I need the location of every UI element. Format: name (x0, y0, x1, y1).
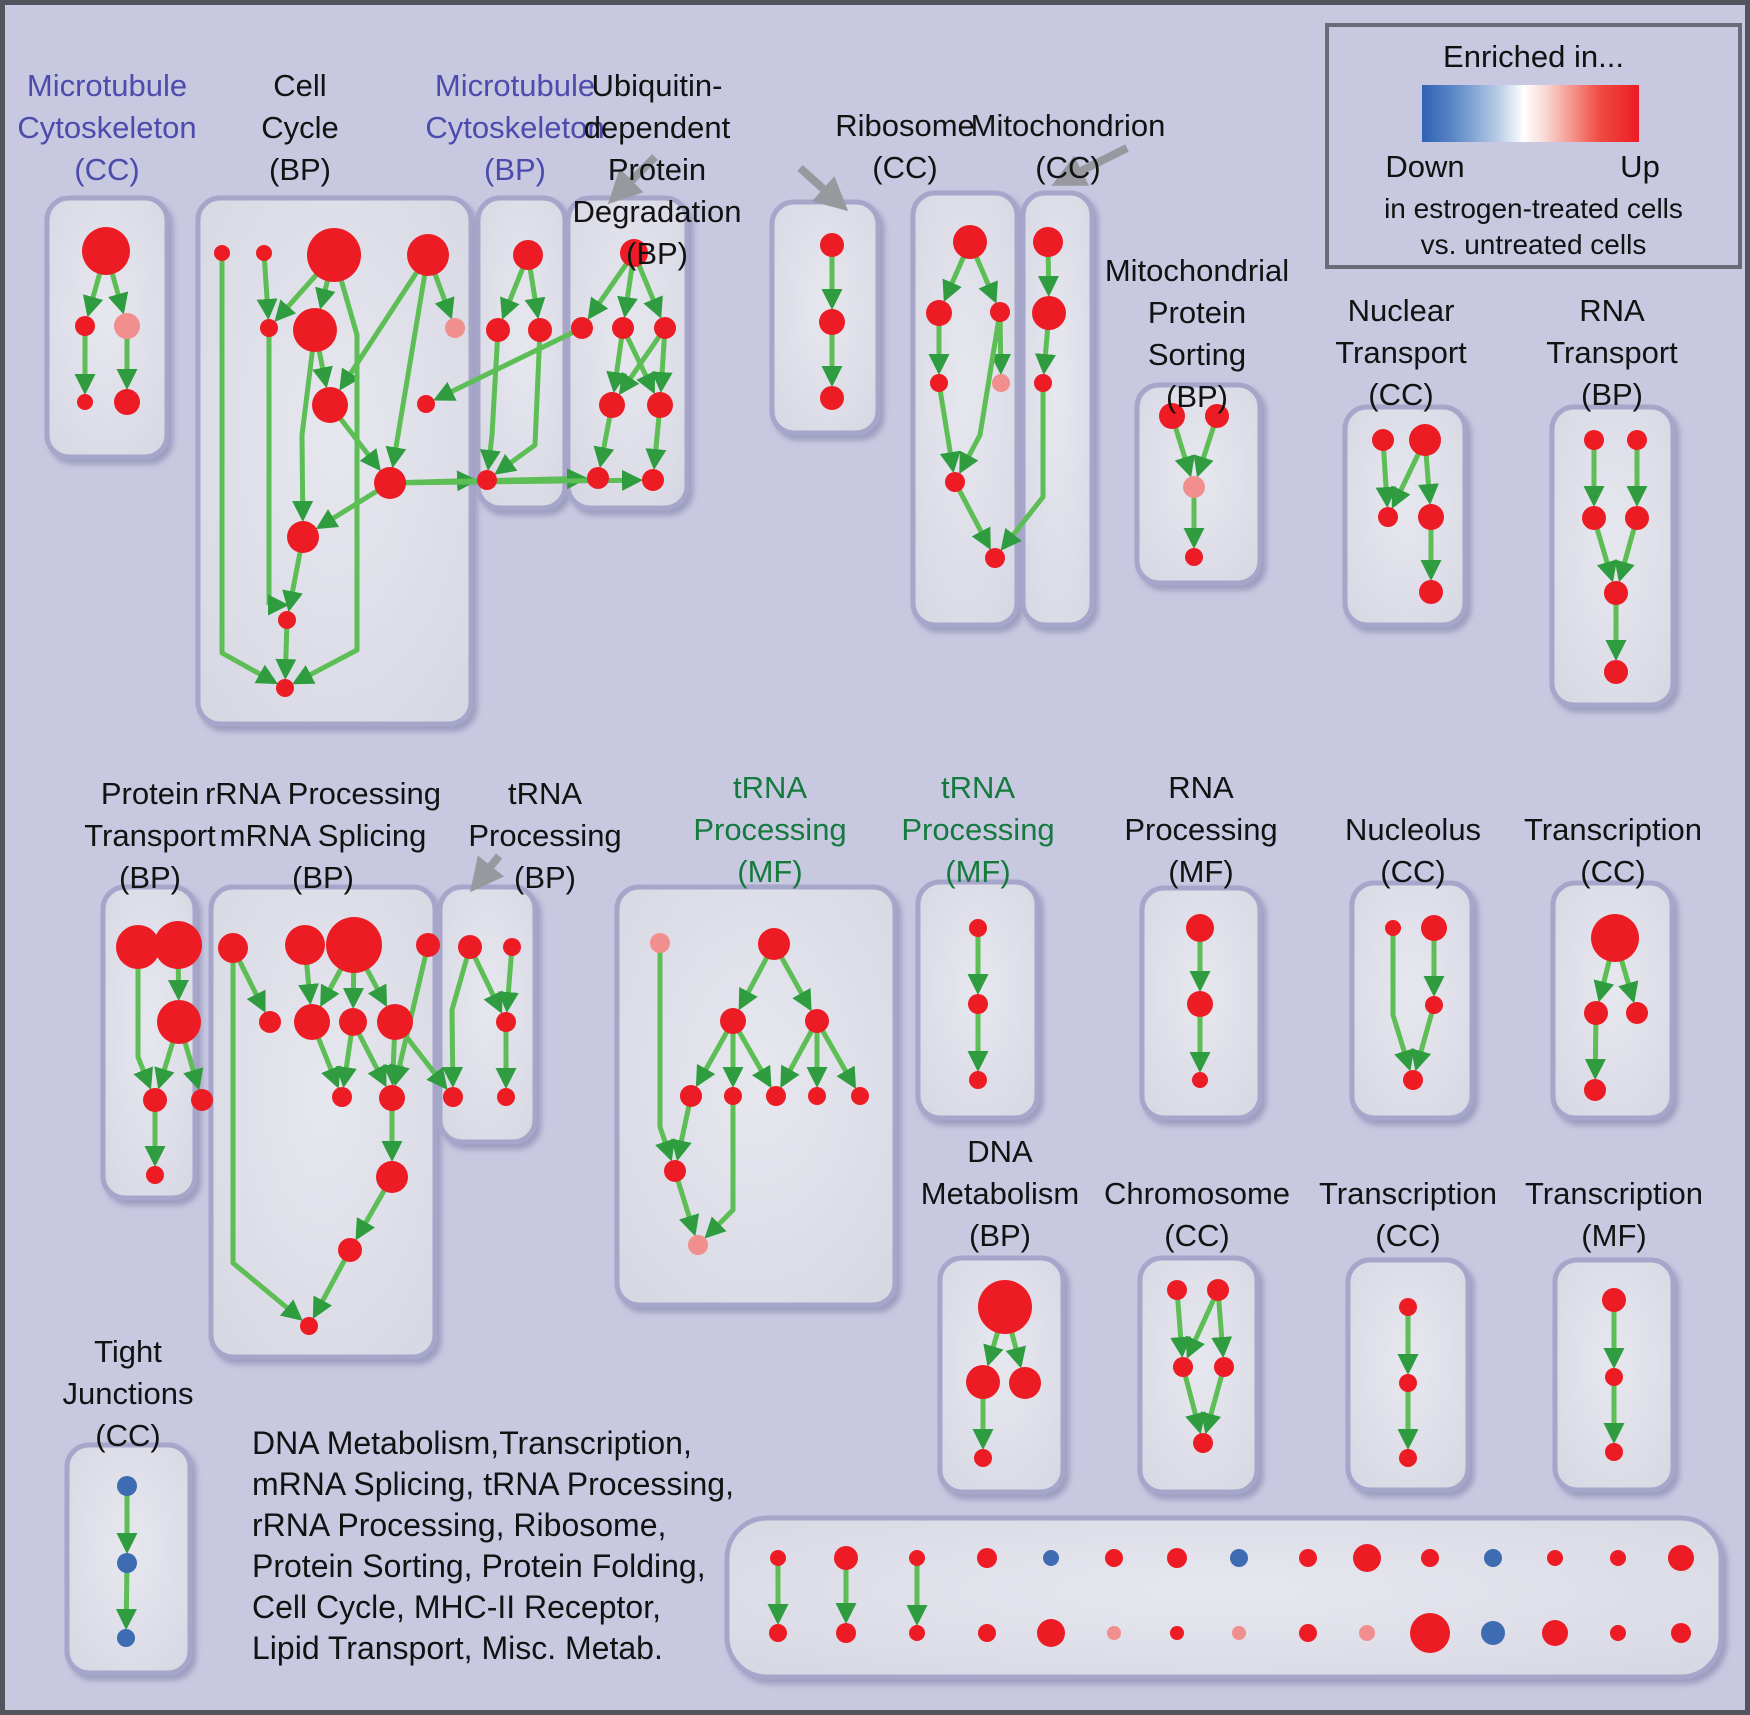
cluster-label-line: Mitochondrion (970, 108, 1166, 143)
strip-node-top-1 (834, 1546, 858, 1570)
cluster-label-line: Ribosome (835, 108, 975, 143)
go-term-node-transcription-mf-bot-0 (1602, 1288, 1626, 1312)
go-term-node-rna-transport-4 (1604, 581, 1628, 605)
cluster-label-line: DNA (967, 1134, 1033, 1169)
blue-red-gradient-bar (1422, 85, 1639, 142)
cluster-box-chromosome (1140, 1258, 1257, 1492)
cluster-label-line: Cytoskeleton (17, 110, 197, 145)
go-term-node-tight-junctions-1 (117, 1553, 137, 1573)
cluster-label-line: tRNA (940, 770, 1016, 805)
go-term-node-protein-transport-1 (154, 921, 202, 969)
cluster-label-rna-transport (1546, 290, 1678, 416)
strip-node-bottom-4 (1037, 1619, 1065, 1647)
go-term-node-rna-transport-5 (1604, 660, 1628, 684)
cluster-label-transcription-cc-bot (1319, 1173, 1497, 1257)
go-term-node-protein-transport-5 (146, 1166, 164, 1184)
strip-node-top-12 (1547, 1550, 1563, 1566)
go-term-node-rrna-mrna-11 (338, 1238, 362, 1262)
go-term-node-ribosome-cc-3 (930, 374, 948, 392)
cluster-label-line: (BP) (1166, 379, 1228, 414)
go-term-node-rrna-mrna-6 (339, 1008, 367, 1036)
cluster-label-line: Processing (1124, 812, 1278, 847)
go-term-node-rrna-mrna-1 (285, 925, 325, 965)
go-term-node-trna-mf-large-9 (664, 1160, 686, 1182)
go-term-node-transcription-mf-bot-2 (1605, 1443, 1623, 1461)
legend-down-label: Down (1385, 149, 1465, 184)
cluster-label-line: (BP) (292, 860, 354, 895)
cluster-label-mito-sorting (1105, 250, 1289, 418)
go-term-node-trna-mf-large-5 (724, 1087, 742, 1105)
go-term-node-cell-cycle-0 (214, 245, 230, 261)
cluster-label-line: Degradation (572, 194, 742, 229)
go-term-node-trna-mf-small-1 (968, 994, 988, 1014)
cluster-label-line: Nucleolus (1344, 812, 1482, 847)
cluster-label-line: Mitochondrial (1104, 253, 1290, 288)
cluster-label-line: Transport (1335, 335, 1467, 370)
cluster-label-line: (MF) (1168, 854, 1234, 889)
cluster-label-line: dependent (583, 110, 731, 145)
go-term-node-rrna-mrna-8 (332, 1087, 352, 1107)
go-term-node-microtubule-cc-2 (114, 313, 140, 339)
cluster-label-cell-cycle (261, 65, 339, 191)
go-term-node-trna-bp-2 (496, 1012, 516, 1032)
strip-node-top-6 (1167, 1548, 1187, 1568)
go-term-node-trna-mf-large-0 (650, 933, 670, 953)
go-term-node-transcription-cc-top-3 (1584, 1079, 1606, 1101)
cluster-label-line: (BP) (969, 1218, 1031, 1253)
go-term-node-rna-transport-1 (1627, 430, 1647, 450)
cluster-label-line: (CC) (1164, 1218, 1230, 1253)
go-term-node-nuclear-transport-4 (1419, 580, 1443, 604)
cluster-label-protein-transport (84, 773, 216, 899)
go-term-node-trna-bp-3 (443, 1087, 463, 1107)
go-term-node-cell-cycle-11 (278, 611, 296, 629)
cluster-label-line: RNA (1168, 770, 1234, 805)
cluster-label-line: tRNA (732, 770, 808, 805)
cluster-label-rrna-mrna (205, 773, 441, 899)
go-term-node-cell-cycle-4 (260, 319, 278, 337)
go-term-node-trna-mf-large-8 (851, 1087, 869, 1105)
strip-node-bottom-13 (1610, 1625, 1626, 1641)
go-term-node-cell-cycle-10 (287, 521, 319, 553)
go-term-node-rrna-mrna-10 (376, 1161, 408, 1193)
go-term-node-transcription-cc-top-1 (1584, 1001, 1608, 1025)
go-term-node-cell-cycle-7 (312, 387, 348, 423)
cluster-label-dna-metabolism (921, 1131, 1080, 1257)
strip-node-bottom-7 (1232, 1626, 1246, 1640)
go-term-node-rrna-mrna-5 (294, 1004, 330, 1040)
strip-node-top-10 (1421, 1549, 1439, 1567)
label-pointer-arrow (800, 168, 824, 190)
go-term-node-trna-mf-large-4 (680, 1085, 702, 1107)
cluster-label-line: Protein (607, 152, 707, 187)
cluster-label-line: (BP) (484, 152, 546, 187)
go-term-node-cell-cycle-9 (374, 467, 406, 499)
strip-node-bottom-6 (1170, 1626, 1184, 1640)
cluster-label-trna-bp (468, 773, 621, 899)
cluster-label-line: RNA (1579, 293, 1645, 328)
strip-node-bottom-14 (1671, 1623, 1691, 1643)
go-term-node-ubiquitin-1-7 (642, 469, 664, 491)
cluster-box-nuclear-transport (1345, 407, 1465, 625)
strip-node-top-2 (909, 1550, 925, 1566)
go-term-node-rrna-mrna-3 (416, 933, 440, 957)
go-term-node-microtubule-cc-4 (114, 389, 140, 415)
cluster-label-line: Processing (693, 812, 847, 847)
go-term-node-trna-mf-large-7 (808, 1087, 826, 1105)
footnote-line: DNA Metabolism,Transcription, (252, 1425, 692, 1461)
go-term-node-trna-bp-0 (458, 935, 482, 959)
go-term-node-microtubule-cc-1 (75, 316, 95, 336)
go-term-node-ubiquitin-1-2 (612, 317, 634, 339)
go-term-node-nuclear-transport-2 (1378, 507, 1398, 527)
cluster-label-rna-proc-mf (1124, 767, 1277, 893)
go-term-node-rrna-mrna-9 (379, 1085, 405, 1111)
go-term-node-chromosome-2 (1173, 1357, 1193, 1377)
go-term-node-microtubule-cc-0 (82, 227, 130, 275)
strip-node-bottom-2 (909, 1625, 925, 1641)
legend-title: Enriched in... (1443, 39, 1624, 74)
go-term-node-rna-proc-mf-2 (1192, 1072, 1208, 1088)
footnote-line: Cell Cycle, MHC-II Receptor, (252, 1589, 661, 1625)
cluster-label-line: rRNA Processing (204, 776, 442, 811)
go-term-node-mito-sorting-2 (1183, 476, 1205, 498)
cluster-label-line: (CC) (1035, 150, 1101, 185)
cluster-label-microtubule-cc (17, 65, 196, 191)
strip-node-top-7 (1230, 1549, 1248, 1567)
go-term-node-chromosome-1 (1207, 1279, 1229, 1301)
go-term-node-nuclear-transport-1 (1409, 424, 1441, 456)
go-term-node-mitochondrion-cc-0 (1033, 227, 1063, 257)
strip-node-top-5 (1105, 1549, 1123, 1567)
cluster-label-line: Transport (1546, 335, 1678, 370)
footnote-line: rRNA Processing, Ribosome, (252, 1507, 667, 1543)
cluster-label-ubiquitin (573, 65, 742, 275)
cluster-label-line: Transcription (1318, 1176, 1498, 1211)
cluster-label-line: Transcription (1523, 812, 1703, 847)
go-term-node-trna-mf-large-3 (805, 1009, 829, 1033)
cluster-label-line: Processing (468, 818, 622, 853)
bottom-strip-box (727, 1518, 1721, 1677)
cluster-box-mitochondrion-cc (1023, 193, 1092, 625)
go-term-node-cell-cycle-1 (256, 245, 272, 261)
go-term-node-nucleolus-3 (1403, 1070, 1423, 1090)
legend-subtitle-2: vs. untreated cells (1420, 229, 1647, 260)
cluster-label-line: (CC) (1368, 377, 1434, 412)
go-term-node-ribosome-cc-6 (985, 548, 1005, 568)
cluster-label-line: (BP) (118, 860, 181, 895)
cluster-label-line: (BP) (268, 152, 331, 187)
go-term-node-ubiquitin-1-4 (599, 392, 625, 418)
strip-node-top-11 (1484, 1549, 1502, 1567)
cluster-label-line: Nuclear (1347, 293, 1455, 328)
go-term-node-cell-cycle-8 (417, 395, 435, 413)
cluster-label-line: Processing (901, 812, 1055, 847)
go-term-node-transcription-cc-bot-2 (1399, 1449, 1417, 1467)
cluster-label-line: (CC) (1580, 854, 1646, 889)
go-term-node-protein-transport-3 (143, 1088, 167, 1112)
go-term-node-rna-transport-2 (1582, 506, 1606, 530)
go-term-node-rna-transport-0 (1584, 430, 1604, 450)
cluster-label-line: (BP) (1580, 377, 1643, 412)
cluster-label-line: (CC) (95, 1418, 161, 1453)
cluster-box-rna-transport (1552, 407, 1673, 705)
go-term-node-ribosome-cc-2 (990, 302, 1010, 322)
cluster-label-line: (CC) (74, 152, 140, 187)
strip-node-bottom-9 (1359, 1625, 1375, 1641)
strip-node-top-8 (1299, 1549, 1317, 1567)
cluster-label-line: Microtubule (26, 68, 188, 103)
legend-up-label: Up (1620, 149, 1660, 184)
strip-node-bottom-5 (1107, 1626, 1121, 1640)
strip-node-bottom-0 (769, 1624, 787, 1642)
go-term-node-trna-bp-4 (497, 1088, 515, 1106)
strip-node-bottom-11 (1481, 1621, 1505, 1645)
go-term-node-dna-metabolism-3 (974, 1449, 992, 1467)
footnote-text-block (252, 1423, 734, 1669)
color-scale-legend (1325, 23, 1742, 269)
go-term-node-rna-proc-mf-1 (1187, 991, 1213, 1017)
cluster-label-line: (BP) (626, 236, 688, 271)
go-term-node-transcription-cc-bot-0 (1399, 1298, 1417, 1316)
go-term-node-rrna-mrna-0 (218, 933, 248, 963)
go-term-node-ribosome-cc-1 (926, 300, 952, 326)
cluster-label-line: mRNA Splicing (219, 818, 427, 853)
cluster-label-nuclear-transport (1335, 290, 1467, 416)
cluster-label-trna-mf-1 (693, 767, 846, 893)
go-term-node-tight-junctions-0 (117, 1476, 137, 1496)
go-term-node-rrna-mrna-2 (326, 917, 382, 973)
cluster-label-line: (CC) (872, 150, 938, 185)
go-term-node-trna-mf-large-10 (688, 1235, 708, 1255)
strip-node-top-13 (1610, 1550, 1626, 1566)
cluster-label-line: (MF) (1581, 1218, 1647, 1253)
go-term-node-ubiquitin-2-1 (819, 309, 845, 335)
go-term-node-rrna-mrna-7 (377, 1004, 413, 1040)
go-term-node-nuclear-transport-0 (1372, 429, 1394, 451)
go-term-node-ubiquitin-1-1 (571, 317, 593, 339)
cluster-label-line: Tight (94, 1334, 162, 1369)
cluster-label-trna-mf-2 (901, 767, 1054, 893)
go-term-node-microtubule-cc-3 (77, 394, 93, 410)
strip-node-bottom-1 (836, 1623, 856, 1643)
go-term-node-nucleolus-0 (1385, 920, 1401, 936)
cluster-label-line: Ubiquitin- (591, 68, 723, 103)
go-term-node-trna-bp-1 (503, 938, 521, 956)
go-term-node-microtubule-bp-2 (528, 318, 552, 342)
cluster-label-line: (MF) (737, 854, 803, 889)
go-term-node-transcription-cc-top-0 (1591, 914, 1639, 962)
cluster-label-line: Metabolism (920, 1176, 1080, 1211)
go-term-node-cell-cycle-5 (293, 308, 337, 352)
go-term-node-cell-cycle-2 (307, 228, 361, 282)
go-term-node-transcription-cc-top-2 (1626, 1002, 1648, 1024)
go-term-node-nuclear-transport-3 (1418, 504, 1444, 530)
go-term-node-transcription-mf-bot-1 (1605, 1368, 1623, 1386)
cluster-label-nucleolus (1345, 809, 1481, 893)
go-term-node-chromosome-0 (1167, 1280, 1187, 1300)
go-term-node-ribosome-cc-4 (992, 374, 1010, 392)
cluster-label-line: (MF) (945, 854, 1011, 889)
cluster-label-line: Transport (84, 818, 216, 853)
go-term-node-nucleolus-2 (1425, 996, 1443, 1014)
footnote-line: Lipid Transport, Misc. Metab. (252, 1630, 663, 1666)
cluster-label-line: Junctions (62, 1376, 194, 1411)
go-term-node-trna-mf-small-2 (969, 1071, 987, 1089)
legend-subtitle-1: in estrogen-treated cells (1384, 193, 1683, 224)
strip-node-top-4 (1043, 1550, 1059, 1566)
strip-node-bottom-3 (978, 1624, 996, 1642)
go-term-node-rna-transport-3 (1625, 506, 1649, 530)
go-term-node-chromosome-4 (1193, 1433, 1213, 1453)
strip-node-top-9 (1353, 1544, 1381, 1572)
go-term-node-transcription-cc-bot-1 (1399, 1374, 1417, 1392)
go-term-node-ubiquitin-2-2 (820, 386, 844, 410)
cluster-label-line: Microtubule (434, 68, 596, 103)
go-term-node-protein-transport-4 (191, 1089, 213, 1111)
go-term-node-ubiquitin-1-5 (647, 392, 673, 418)
go-term-node-dna-metabolism-2 (1009, 1367, 1041, 1399)
go-term-node-ribosome-cc-5 (945, 472, 965, 492)
strip-node-top-3 (977, 1548, 997, 1568)
cluster-label-transcription-cc-top (1524, 809, 1702, 893)
footnote-line: mRNA Splicing, tRNA Processing, (252, 1466, 734, 1502)
go-term-node-rna-proc-mf-0 (1186, 914, 1214, 942)
go-term-node-microtubule-bp-3 (477, 470, 497, 490)
cluster-label-mitochondrion (971, 105, 1166, 189)
strip-node-bottom-12 (1542, 1620, 1568, 1646)
cluster-label-line: (BP) (513, 860, 576, 895)
go-term-node-tight-junctions-2 (117, 1629, 135, 1647)
go-term-node-nucleolus-1 (1421, 915, 1447, 941)
go-term-node-ubiquitin-1-3 (654, 317, 676, 339)
go-term-node-ribosome-cc-0 (953, 225, 987, 259)
go-term-node-microtubule-bp-0 (513, 240, 543, 270)
cluster-label-line: Sorting (1147, 337, 1247, 372)
go-term-node-mitochondrion-cc-1 (1032, 296, 1066, 330)
cluster-label-transcription-mf-bot (1525, 1173, 1703, 1257)
go-term-node-protein-transport-0 (116, 925, 160, 969)
go-term-node-ubiquitin-1-6 (587, 467, 609, 489)
go-term-node-cell-cycle-12 (276, 679, 294, 697)
go-term-node-trna-mf-small-0 (969, 919, 987, 937)
cluster-label-tight-junctions (63, 1331, 194, 1457)
cluster-label-line: Protein (100, 776, 200, 811)
cluster-label-line: Transcription (1524, 1176, 1704, 1211)
cluster-label-chromosome (1104, 1173, 1290, 1257)
go-term-node-dna-metabolism-0 (978, 1280, 1032, 1334)
go-term-node-cell-cycle-3 (407, 234, 449, 276)
go-term-node-trna-mf-large-1 (758, 928, 790, 960)
strip-node-top-0 (770, 1550, 786, 1566)
go-term-node-chromosome-3 (1214, 1357, 1234, 1377)
go-term-node-trna-mf-large-6 (766, 1086, 786, 1106)
go-term-node-mitochondrion-cc-2 (1034, 374, 1052, 392)
go-term-node-microtubule-bp-1 (486, 318, 510, 342)
go-term-node-ubiquitin-2-0 (820, 233, 844, 257)
cluster-label-line: Protein (1147, 295, 1247, 330)
cluster-label-line: Chromosome (1103, 1176, 1291, 1211)
cluster-label-ribosome (835, 105, 975, 189)
cluster-label-line: Cell (273, 68, 327, 103)
cluster-label-line: Cytoskeleton (425, 110, 605, 145)
cluster-label-line: Cycle (261, 110, 339, 145)
go-term-node-rrna-mrna-12 (300, 1317, 318, 1335)
go-term-node-cell-cycle-6 (445, 318, 465, 338)
go-term-node-trna-mf-large-2 (720, 1008, 746, 1034)
go-term-node-mito-sorting-3 (1185, 548, 1203, 566)
go-term-node-protein-transport-2 (157, 1000, 201, 1044)
cluster-label-line: (CC) (1380, 854, 1446, 889)
go-term-node-rrna-mrna-4 (259, 1011, 281, 1033)
go-term-node-dna-metabolism-1 (966, 1365, 1000, 1399)
cluster-label-line: tRNA (507, 776, 583, 811)
strip-node-bottom-8 (1299, 1624, 1317, 1642)
strip-node-top-14 (1668, 1545, 1694, 1571)
cluster-label-line: (CC) (1375, 1218, 1441, 1253)
footnote-line: Protein Sorting, Protein Folding, (252, 1548, 706, 1584)
strip-node-bottom-10 (1410, 1613, 1450, 1653)
